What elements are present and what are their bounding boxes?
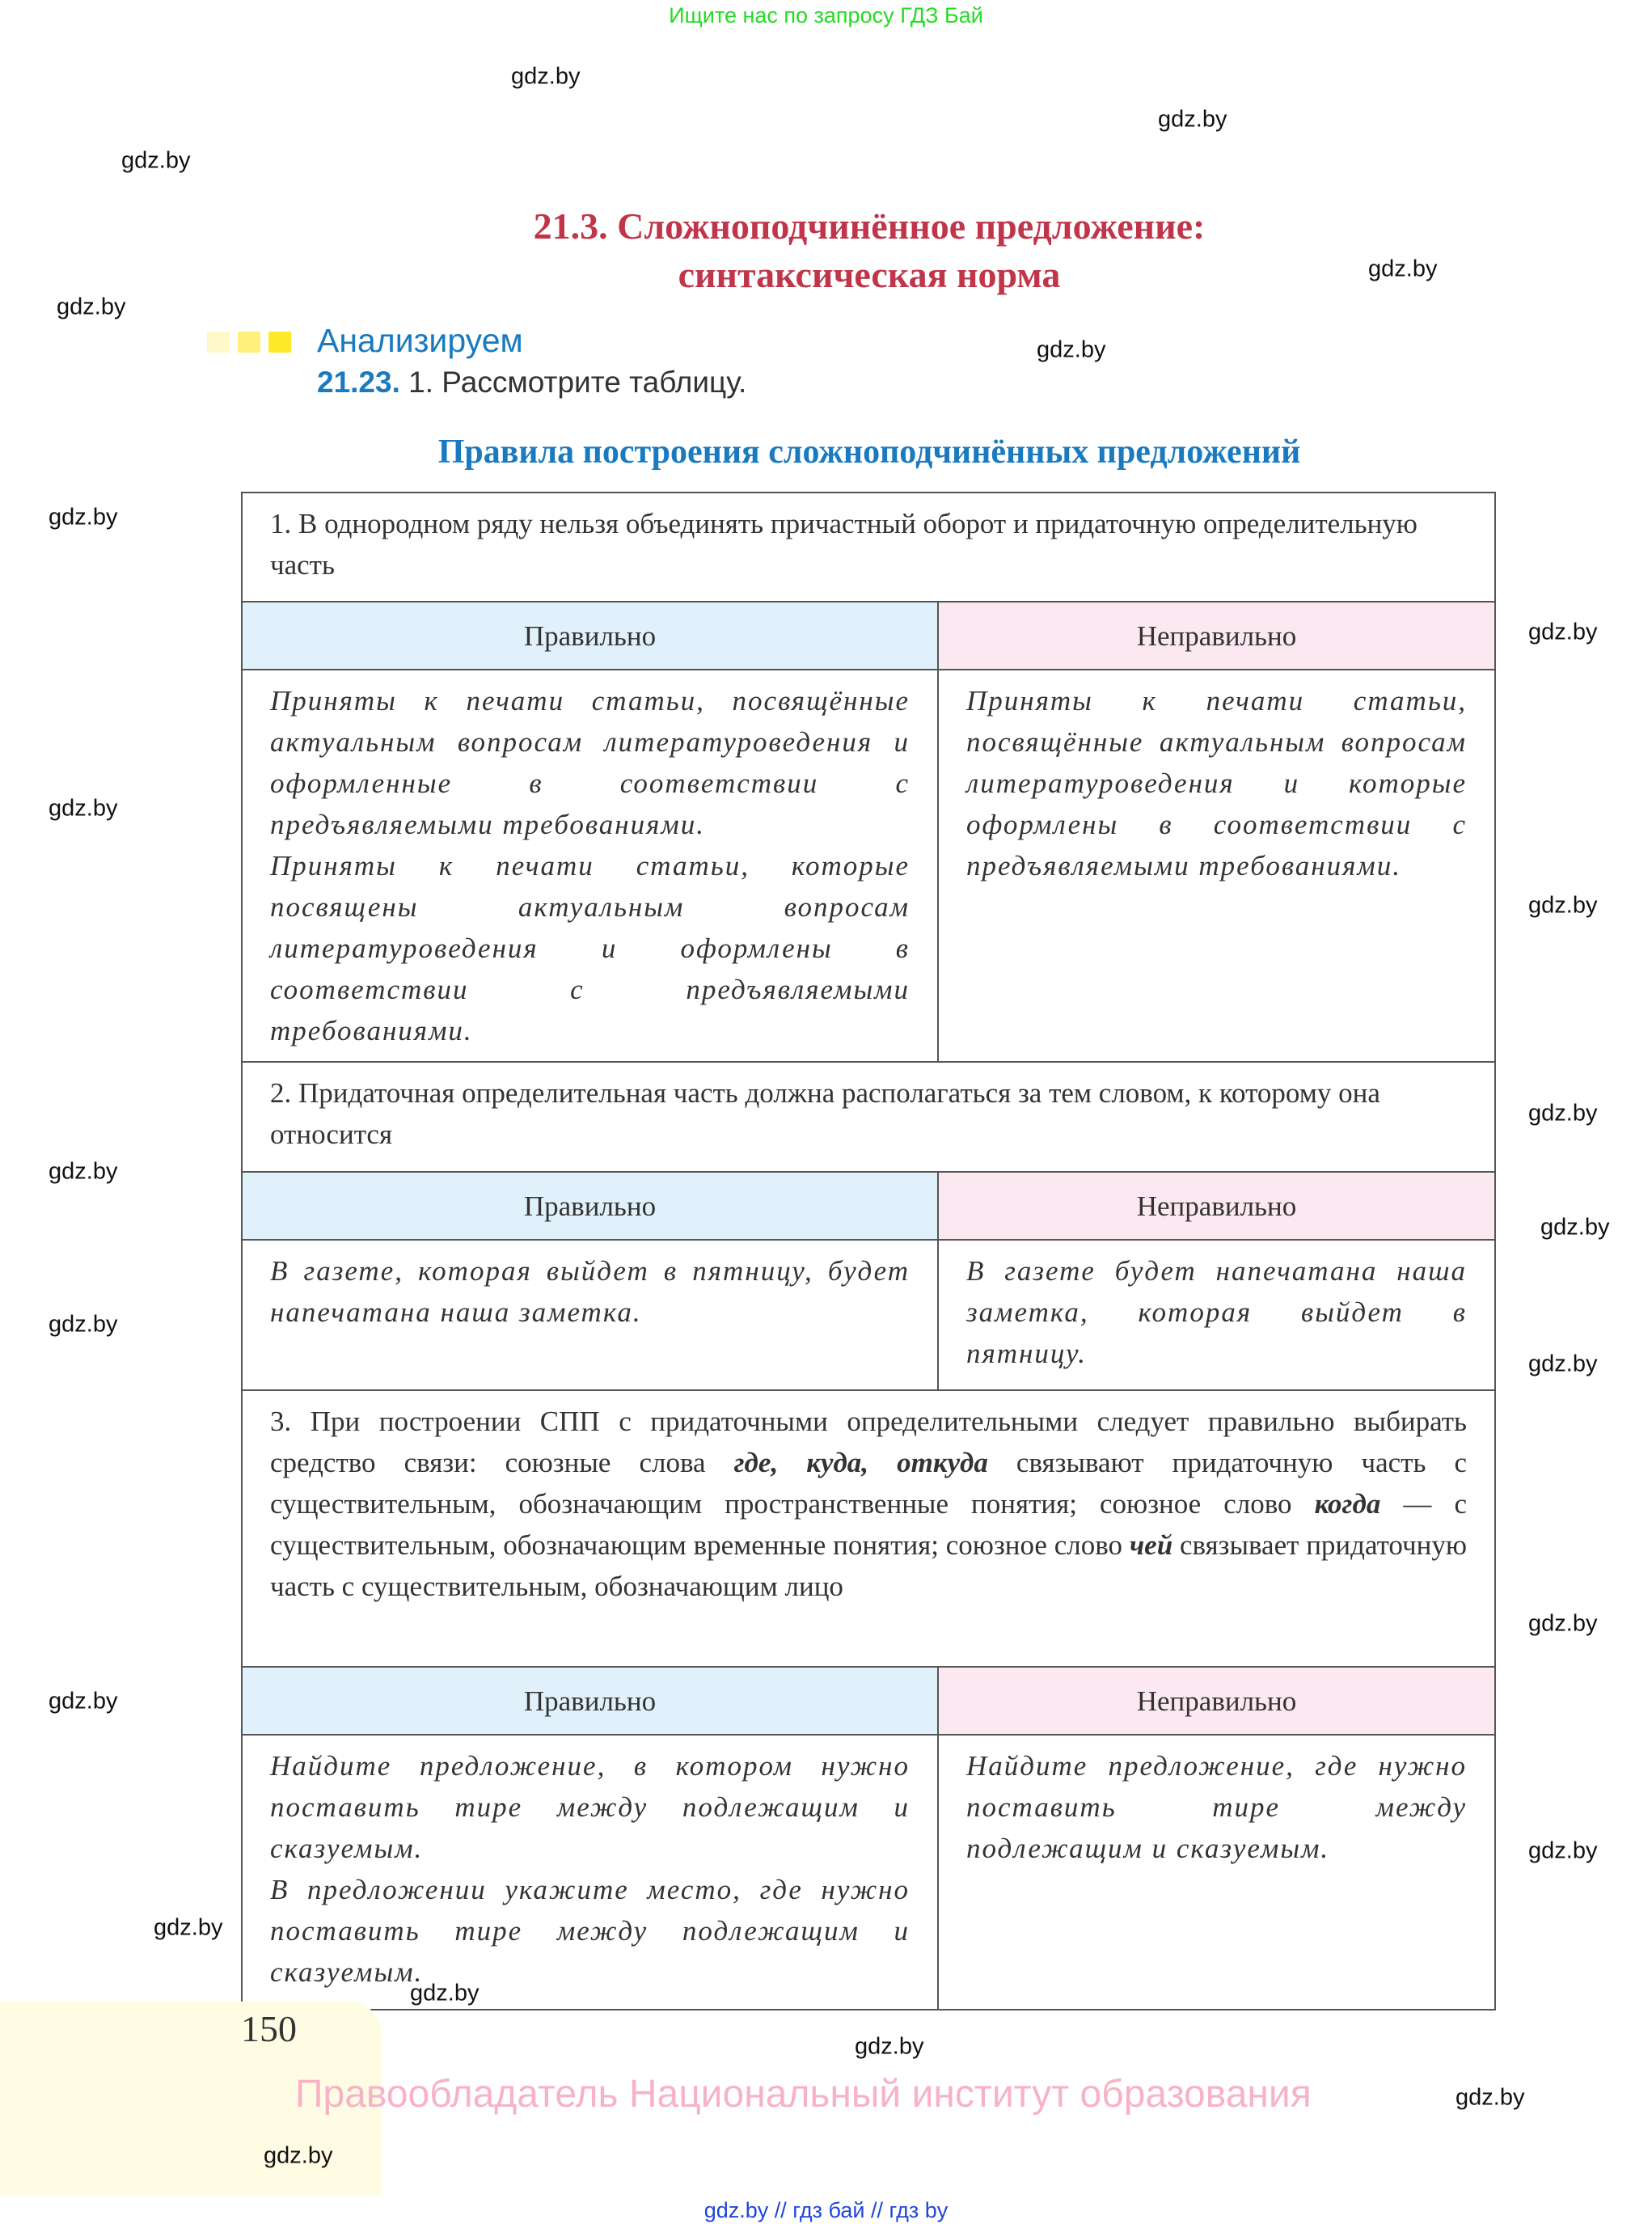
- rule-3: 3. При построении СПП с придаточными определительными следует правильно выбирать средство связи: союзные слова где, куда, откуда связывают придаточную часть с существительным, обозначающим пространственные понятия; союзное слово когда — с существительным, обозначающим временные понятия; союзное слово чей связывает придаточную часть с существительным, обозначающим лицо: [242, 1390, 1495, 1667]
- watermark: gdz.by: [1456, 2084, 1525, 2111]
- section-marker-icon: [207, 332, 291, 353]
- chapter-title: [0, 202, 1652, 299]
- watermark: gdz.by: [49, 1158, 118, 1185]
- watermark: gdz.by: [1528, 1100, 1598, 1127]
- watermark: gdz.by: [1368, 256, 1438, 282]
- watermark: gdz.by: [1528, 619, 1598, 645]
- header-correct: Правильно: [242, 1172, 938, 1240]
- header-incorrect: Неправильно: [938, 602, 1495, 670]
- header-correct: Правильно: [242, 602, 938, 670]
- rules-table: [241, 492, 1496, 2010]
- rule-2: 2. Придаточная определительная часть должна располагаться за тем словом, к которому она относится: [242, 1062, 1495, 1172]
- watermark: gdz.by: [1540, 1214, 1610, 1241]
- section-heading: Анализируем: [317, 322, 523, 359]
- task-text: 1. Рассмотрите таблицу.: [408, 366, 747, 399]
- example-incorrect: Найдите предложение, где нужно поставить тире между подлежащим и сказуемым.: [938, 1735, 1495, 2010]
- task: [317, 366, 746, 400]
- watermark: gdz.by: [49, 504, 118, 531]
- watermark: gdz.by: [855, 2033, 924, 2060]
- header-correct: Правильно: [242, 1667, 938, 1735]
- watermark: gdz.by: [49, 1688, 118, 1715]
- watermark: gdz.by: [1528, 892, 1598, 919]
- title-line-2: синтаксическая норма: [678, 254, 1061, 295]
- watermark: gdz.by: [264, 2142, 333, 2169]
- watermark: gdz.by: [49, 1311, 118, 1338]
- page-number: 150: [241, 2008, 297, 2049]
- watermark: gdz.by: [1528, 1837, 1598, 1864]
- copyright-notice: Правообладатель Национальный институт образования: [295, 2073, 1312, 2116]
- header-incorrect: Неправильно: [938, 1172, 1495, 1240]
- watermark: gdz.by: [1528, 1351, 1598, 1377]
- example-incorrect: В газете будет напечатана наша заметка, которая выйдет в пятницу.: [938, 1240, 1495, 1390]
- watermark: gdz.by: [49, 795, 118, 822]
- watermark: gdz.by: [57, 294, 126, 320]
- example-incorrect: Приняты к печати статьи, посвящённые актуальным вопросам литературоведения и которые оформлены в соответствии с предъявляемыми требованиями.: [938, 670, 1495, 1062]
- watermark: gdz.by: [154, 1914, 223, 1941]
- table-title: Правила построения сложноподчинённых предложений: [437, 433, 1301, 471]
- watermark: gdz.by: [121, 147, 191, 174]
- header-incorrect: Неправильно: [938, 1667, 1495, 1735]
- watermark: gdz.by: [1528, 1610, 1598, 1637]
- footer-links[interactable]: gdz.by // гдз бай // гдз by: [703, 2198, 949, 2222]
- watermark: gdz.by: [1158, 106, 1227, 133]
- watermark: gdz.by: [410, 1980, 480, 2006]
- search-banner[interactable]: Ищите нас по запросу ГДЗ Бай: [669, 3, 983, 27]
- title-line-1: 21.3. Сложноподчинённое предложение:: [533, 205, 1206, 247]
- example-correct: В газете, которая выйдет в пятницу, будет напечатана наша заметка.: [242, 1240, 938, 1390]
- watermark: gdz.by: [1037, 336, 1106, 363]
- task-number: 21.23.: [317, 366, 400, 399]
- rule-1: 1. В однородном ряду нельзя объединять причастный оборот и придаточную определительную часть: [242, 493, 1495, 602]
- watermark: gdz.by: [511, 63, 581, 90]
- example-correct: Приняты к печати статьи, посвящённые актуальным вопросам литературоведения и оформленные в соответствии с предъявляемыми требованиями. Приняты к печати статьи, которые посвящены актуальным вопросам литературоведения и оформлены в соответствии с предъявляемыми требованиями.: [242, 670, 938, 1062]
- example-correct: Найдите предложение, в котором нужно поставить тире между подлежащим и сказуемым. В предложении укажите место, где нужно поставить тире между подлежащим и сказуемым.: [242, 1735, 938, 2010]
